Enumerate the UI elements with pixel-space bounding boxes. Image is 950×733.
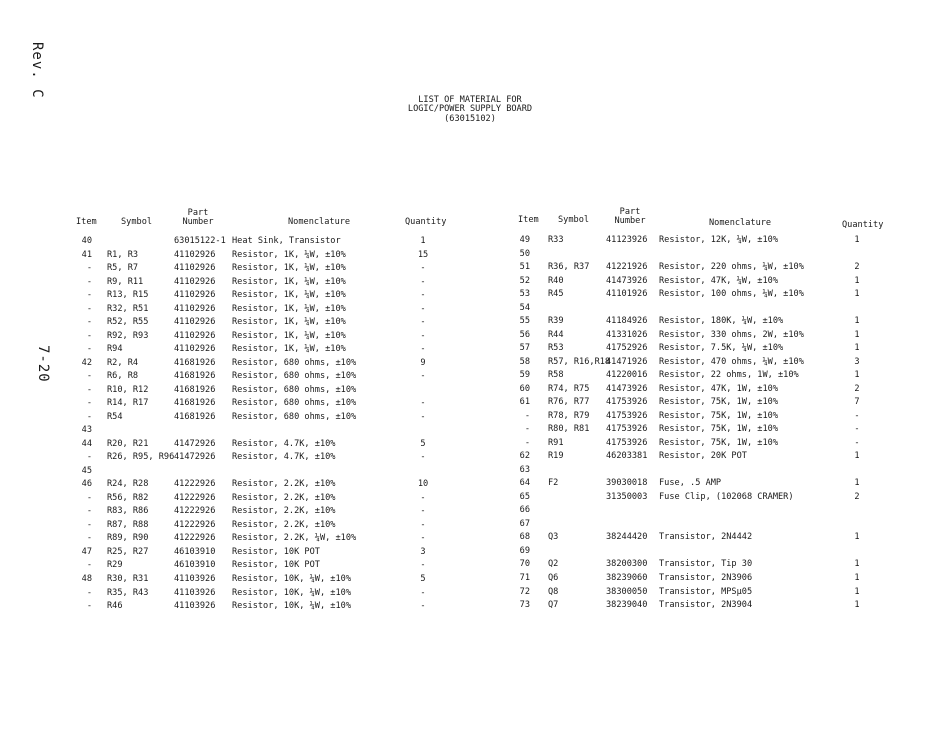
item-cell: 51	[519, 262, 530, 273]
part-number-cell: 41753926	[606, 437, 648, 448]
symbol-cell: R26, R95, R96	[107, 452, 175, 463]
part-number-cell: 38300050	[606, 586, 648, 597]
quantity-cell: 2	[854, 262, 860, 273]
part-number-cell: 41473926	[606, 383, 648, 394]
symbol-cell: R83, R86	[107, 506, 149, 517]
part-number-cell: 41102926	[174, 249, 216, 260]
table-row	[0, 410, 860, 425]
part-number-cell: 41102926	[174, 303, 216, 314]
item-cell: 70	[519, 559, 530, 570]
header-quantity: Quantity	[405, 217, 447, 227]
page-number: 7-20	[35, 345, 51, 383]
header-item: Item	[76, 217, 97, 227]
symbol-cell: R30, R31	[107, 574, 149, 584]
item-cell: -	[86, 303, 92, 314]
quantity-cell: 1	[854, 532, 860, 543]
nomenclature-cell: Transistor, MPSμ05	[659, 586, 753, 597]
item-cell: 65	[519, 491, 530, 502]
symbol-cell: R53	[548, 343, 564, 354]
table-row	[0, 424, 860, 438]
nomenclature-cell: Resistor, 220 ohms, ¼W, ±10%	[659, 262, 804, 273]
quantity-cell: -	[420, 411, 426, 422]
item-cell: -	[86, 519, 92, 530]
part-number-cell: 41681926	[174, 357, 216, 368]
nomenclature-cell: Resistor, 1K, ¼W, ±10%	[232, 317, 346, 328]
part-number-cell: 41101926	[606, 289, 648, 300]
quantity-cell: -	[420, 506, 426, 517]
nomenclature-cell: Resistor, 75K, 1W, ±10%	[659, 397, 778, 408]
table-row	[0, 383, 860, 398]
quantity-cell: -	[420, 533, 426, 544]
title-line: LIST OF MATERIAL FOR	[418, 95, 522, 105]
part-number-cell: 41681926	[174, 398, 216, 409]
part-number-cell: 41752926	[606, 343, 648, 354]
part-number-cell: 41103926	[174, 587, 216, 598]
symbol-cell: Q3	[548, 532, 559, 543]
quantity-cell: 5	[420, 438, 426, 449]
table-row	[0, 437, 860, 452]
nomenclature-cell: Resistor, 330 ohms, 2W, ±10%	[659, 329, 804, 340]
nomenclature-cell: Heat Sink, Transistor	[232, 236, 341, 246]
item-cell: 66	[519, 505, 530, 516]
table-row	[0, 505, 530, 519]
quantity-cell: -	[420, 601, 426, 612]
table-row	[0, 235, 860, 249]
part-number-cell: 41103926	[174, 574, 216, 584]
table-row	[0, 586, 860, 601]
part-number-cell: 41102926	[174, 344, 216, 355]
symbol-cell: R35, R43	[107, 587, 149, 598]
item-cell: -	[86, 601, 92, 612]
quantity-cell: 10	[417, 479, 429, 490]
quantity-cell: 1	[854, 451, 860, 462]
quantity-cell: 7	[854, 397, 860, 408]
symbol-cell: R2, R4	[107, 357, 139, 368]
symbol-cell: R54	[107, 411, 123, 422]
symbol-cell: R29	[107, 560, 123, 571]
table-row	[0, 397, 860, 411]
header-symbol: Symbol	[121, 217, 153, 227]
quantity-cell: -	[420, 290, 426, 301]
symbol-cell: R36, R37	[548, 262, 590, 273]
part-number-cell: 41222926	[174, 533, 216, 544]
nomenclature-cell: Resistor, 20K POT	[659, 451, 747, 462]
symbol-cell: R74, R75	[548, 383, 590, 394]
header-nomenclature: Nomenclature	[288, 217, 351, 227]
quantity-cell: 1	[854, 573, 860, 583]
nomenclature-cell: Resistor, 1K, ¼W, ±10%	[232, 344, 346, 355]
nomenclature-cell: Resistor, 4.7K, ±10%	[232, 438, 336, 449]
item-cell: 61	[519, 397, 530, 408]
symbol-cell: R24, R28	[107, 479, 149, 490]
table-row	[0, 275, 860, 290]
part-number-cell: 46103910	[174, 546, 216, 557]
item-cell: 64	[519, 478, 530, 489]
item-cell: -	[86, 276, 92, 287]
nomenclature-cell: Resistor, 680 ohms, ±10%	[232, 411, 357, 422]
quantity-cell: 1	[420, 236, 426, 246]
item-cell: 69	[519, 545, 530, 556]
title-line: LOGIC/POWER SUPPLY BOARD	[407, 104, 533, 115]
symbol-cell: Q8	[548, 586, 559, 597]
nomenclature-cell: Resistor, 1K, ¼W, ±10%	[232, 263, 346, 274]
part-number-cell: 41220016	[606, 370, 648, 381]
item-cell: 63	[519, 464, 530, 475]
table-row	[0, 356, 860, 371]
nomenclature-cell: Resistor, 47K, 1W, ±10%	[659, 383, 778, 394]
nomenclature-cell: Resistor, 10K, ¼W, ±10%	[232, 574, 351, 584]
symbol-cell: F2	[548, 478, 559, 489]
header-nomenclature: Nomenclature	[709, 218, 772, 228]
part-number-cell: 41472926	[174, 438, 216, 449]
header-quantity: Quantity	[842, 220, 884, 230]
item-cell: -	[86, 506, 92, 517]
nomenclature-cell: Resistor, 180K, ¼W, ±10%	[659, 316, 784, 327]
nomenclature-cell: Resistor, 75K, 1W, ±10%	[659, 424, 778, 435]
nomenclature-cell: Resistor, 75K, 1W, ±10%	[659, 437, 778, 448]
table-row	[0, 451, 860, 465]
symbol-cell: R52, R55	[107, 317, 149, 328]
symbol-cell: R14, R17	[107, 398, 149, 409]
quantity-cell: -	[420, 519, 426, 530]
item-cell: -	[86, 371, 92, 382]
part-number-cell: 41473926	[606, 275, 648, 286]
item-cell: 62	[519, 451, 530, 462]
quantity-cell: 1	[854, 289, 860, 300]
symbol-cell: R33	[548, 235, 564, 245]
quantity-cell: 9	[420, 357, 426, 368]
part-number-cell: 39030018	[606, 478, 648, 489]
item-cell: -	[86, 263, 92, 274]
symbol-cell: R56, R82	[107, 492, 149, 503]
header-symbol: Symbol	[558, 215, 590, 225]
nomenclature-cell: Resistor, 2.2K, ±10%	[232, 492, 336, 503]
part-number-cell: 41222926	[174, 519, 216, 530]
nomenclature-cell: Resistor, 680 ohms, ±10%	[232, 384, 357, 395]
nomenclature-cell: Fuse, .5 AMP	[659, 478, 722, 489]
item-cell: -	[524, 410, 530, 421]
part-number-cell: 41681926	[174, 411, 216, 422]
nomenclature-cell: Transistor, Tip 30	[659, 559, 753, 570]
symbol-cell: R5, R7	[107, 263, 139, 274]
symbol-cell: R46	[107, 601, 123, 612]
item-cell: -	[86, 533, 92, 544]
part-number-cell: 41102926	[174, 263, 216, 274]
symbol-cell: R78, R79	[548, 410, 590, 421]
symbol-cell: Q2	[548, 559, 559, 570]
nomenclature-cell: Resistor, 7.5K, ¼W, ±10%	[659, 343, 784, 354]
table-row	[0, 329, 860, 344]
item-cell: -	[86, 317, 92, 328]
symbol-cell: R58	[548, 370, 564, 381]
quantity-cell: 1	[854, 343, 860, 354]
item-cell: -	[86, 560, 92, 571]
symbol-cell: R20, R21	[107, 438, 149, 449]
part-number-cell: 41472926	[174, 452, 216, 463]
quantity-cell: 2	[854, 491, 860, 502]
symbol-cell: R92, R93	[107, 330, 149, 341]
quantity-cell: 3	[854, 356, 860, 367]
symbol-cell: R40	[548, 275, 564, 286]
symbol-cell: R89, R90	[107, 533, 149, 544]
symbol-cell: R44	[548, 329, 564, 340]
nomenclature-cell: Resistor, 10K POT	[232, 560, 320, 571]
nomenclature-cell: Resistor, 22 ohms, 1W, ±10%	[659, 370, 799, 381]
part-number-cell: 41222926	[174, 506, 216, 517]
quantity-cell: -	[420, 330, 426, 341]
header-item: Item	[518, 215, 539, 225]
quantity-cell: -	[854, 410, 860, 421]
quantity-cell: -	[420, 398, 426, 409]
item-cell: 45	[81, 465, 92, 476]
part-number-cell: 41681926	[174, 371, 216, 382]
quantity-cell: -	[420, 317, 426, 328]
table-row	[0, 559, 860, 573]
symbol-cell: R39	[548, 316, 564, 327]
item-cell: 53	[519, 289, 530, 300]
nomenclature-cell: Resistor, 680 ohms, ±10%	[232, 398, 357, 409]
table-row	[0, 573, 860, 587]
table-row	[0, 464, 530, 479]
symbol-cell: R1, R3	[107, 249, 139, 260]
quantity-cell: -	[420, 276, 426, 287]
part-number-cell: 63015122-1	[174, 236, 226, 246]
symbol-cell: R80, R81	[548, 424, 590, 435]
item-cell: 52	[519, 275, 530, 286]
item-cell: 43	[81, 425, 92, 436]
nomenclature-cell: Resistor, 10K POT	[232, 546, 320, 557]
symbol-cell: R9, R11	[107, 276, 144, 287]
item-cell: -	[86, 411, 92, 422]
quantity-cell: 1	[854, 329, 860, 340]
quantity-cell: 15	[417, 249, 429, 260]
part-number-cell: 38244420	[606, 532, 648, 543]
symbol-cell: R91	[548, 437, 564, 448]
nomenclature-cell: Resistor, 12K, ¼W, ±10%	[659, 235, 778, 245]
revision-label: Rev. C	[29, 42, 45, 99]
item-cell: 67	[519, 518, 530, 529]
part-number-cell: 38200300	[606, 559, 648, 570]
item-cell: -	[86, 384, 92, 395]
part-number-cell: 41123926	[606, 235, 648, 245]
table-row	[0, 289, 860, 303]
item-cell: -	[86, 587, 92, 598]
symbol-cell: R19	[548, 451, 564, 462]
item-cell: 56	[519, 329, 530, 340]
nomenclature-cell: Resistor, 1K, ¼W, ±10%	[232, 290, 346, 301]
item-cell: 42	[81, 357, 92, 368]
symbol-cell: R76, R77	[548, 397, 590, 408]
item-cell: -	[86, 492, 92, 503]
quantity-cell: 1	[854, 559, 860, 570]
table-row	[0, 302, 530, 317]
part-number-cell: 41331026	[606, 329, 648, 340]
nomenclature-cell: Resistor, 1K, ¼W, ±10%	[232, 303, 346, 314]
part-number-cell: 41102926	[174, 290, 216, 301]
part-number-cell: 41221926	[606, 262, 648, 273]
quantity-cell: 2	[854, 383, 860, 394]
quantity-cell: 1	[854, 478, 860, 489]
symbol-cell: R57, R16,R18	[548, 356, 611, 367]
nomenclature-cell: Resistor, 75K, 1W, ±10%	[659, 410, 778, 421]
part-number-cell: 46103910	[174, 560, 216, 571]
quantity-cell: 1	[854, 235, 860, 245]
part-number-cell: 41753926	[606, 410, 648, 421]
table-row	[0, 262, 860, 276]
nomenclature-cell: Transistor, 2N4442	[659, 532, 753, 543]
nomenclature-cell: Resistor, 4.7K, ±10%	[232, 452, 336, 463]
item-cell: 48	[81, 574, 92, 584]
symbol-cell: R87, R88	[107, 519, 149, 530]
item-cell: 54	[519, 302, 530, 313]
nomenclature-cell: Transistor, 2N3904	[659, 600, 753, 611]
item-cell: 49	[519, 235, 530, 245]
part-number-cell: 41102926	[174, 276, 216, 287]
symbol-cell: R13, R15	[107, 290, 149, 301]
quantity-cell: -	[420, 344, 426, 355]
table-row	[0, 491, 860, 506]
item-cell: 58	[519, 356, 530, 367]
header-part-number: Part Number	[614, 207, 646, 227]
table-row	[0, 248, 530, 263]
nomenclature-cell: Resistor, 100 ohms, ¼W, ±10%	[659, 289, 804, 300]
symbol-cell: Q7	[548, 600, 559, 611]
item-cell: 68	[519, 532, 530, 543]
item-cell: 55	[519, 316, 530, 327]
quantity-cell: 5	[420, 574, 426, 584]
table-row	[0, 600, 860, 614]
item-cell: -	[86, 452, 92, 463]
nomenclature-cell: Resistor, 10K, ¼W, ±10%	[232, 587, 351, 598]
quantity-cell: -	[420, 587, 426, 598]
table-row	[0, 518, 530, 533]
nomenclature-cell: Resistor, 1K, ¼W, ±10%	[232, 276, 346, 287]
table-row	[0, 316, 860, 330]
part-number-cell: 38239040	[606, 600, 648, 611]
item-cell: 73	[519, 600, 530, 611]
quantity-cell: -	[420, 371, 426, 382]
title-line: (63015102)	[444, 113, 496, 124]
symbol-cell: R94	[107, 344, 123, 355]
quantity-cell: -	[854, 424, 860, 435]
part-number-cell: 38239060	[606, 573, 648, 583]
nomenclature-cell: Resistor, 680 ohms, ±10%	[232, 371, 357, 382]
quantity-cell: -	[420, 303, 426, 314]
item-cell: 44	[81, 438, 92, 449]
item-cell: 47	[81, 546, 92, 557]
item-cell: -	[86, 398, 92, 409]
nomenclature-cell: Resistor, 10K, ¼W, ±10%	[232, 601, 351, 612]
part-number-cell: 41753926	[606, 424, 648, 435]
item-cell: 59	[519, 370, 530, 381]
item-cell: -	[86, 290, 92, 301]
symbol-cell: R32, R51	[107, 303, 149, 314]
item-cell: 57	[519, 343, 530, 354]
document-title	[350, 96, 590, 124]
nomenclature-cell: Resistor, 1K, ¼W, ±10%	[232, 249, 346, 260]
nomenclature-cell: Resistor, 470 ohms, ¼W, ±10%	[659, 356, 804, 367]
table-row	[0, 343, 860, 357]
table-row	[0, 370, 860, 384]
item-cell: 40	[81, 236, 92, 246]
nomenclature-cell: Resistor, 2.2K, ±10%	[232, 479, 336, 490]
symbol-cell: R10, R12	[107, 384, 149, 395]
table-row	[0, 532, 860, 546]
nomenclature-cell: Resistor, 2.2K, ¼W, ±10%	[232, 533, 357, 544]
item-cell: -	[86, 330, 92, 341]
nomenclature-cell: Resistor, 680 ohms, ±10%	[232, 357, 357, 368]
header-part-number: Part Number	[182, 208, 214, 228]
item-cell: -	[524, 437, 530, 448]
nomenclature-cell: Resistor, 2.2K, ±10%	[232, 506, 336, 517]
item-cell: 46	[81, 479, 92, 490]
nomenclature-cell: Resistor, 47K, ¼W, ±10%	[659, 275, 778, 286]
item-cell: -	[86, 344, 92, 355]
item-cell: -	[524, 424, 530, 435]
nomenclature-cell: Transistor, 2N3906	[659, 573, 753, 583]
item-cell: 41	[81, 249, 92, 260]
quantity-cell: 1	[854, 316, 860, 327]
part-number-cell: 41222926	[174, 479, 216, 490]
part-number-cell: 41471926	[606, 356, 648, 367]
part-number-cell: 41184926	[606, 316, 648, 327]
nomenclature-cell: Resistor, 1K, ¼W, ±10%	[232, 330, 346, 341]
table-row	[0, 478, 860, 492]
part-number-cell: 31350003	[606, 491, 648, 502]
item-cell: 60	[519, 383, 530, 394]
item-cell: 71	[519, 573, 530, 583]
quantity-cell: -	[420, 492, 426, 503]
item-cell: 50	[519, 248, 530, 259]
quantity-cell: -	[854, 437, 860, 448]
nomenclature-cell: Resistor, 2.2K, ±10%	[232, 519, 336, 530]
symbol-cell: R6, R8	[107, 371, 139, 382]
part-number-cell: 41222926	[174, 492, 216, 503]
quantity-cell: 1	[854, 275, 860, 286]
part-number-cell: 41681926	[174, 384, 216, 395]
quantity-cell: 1	[854, 370, 860, 381]
part-number-cell: 41103926	[174, 601, 216, 612]
part-number-cell: 41102926	[174, 330, 216, 341]
quantity-cell: 1	[854, 586, 860, 597]
item-cell: 72	[519, 586, 530, 597]
part-number-cell: 46203381	[606, 451, 648, 462]
symbol-cell: R45	[548, 289, 564, 300]
quantity-cell: -	[420, 263, 426, 274]
part-number-cell: 41753926	[606, 397, 648, 408]
quantity-cell: -	[420, 560, 426, 571]
symbol-cell: Q6	[548, 573, 559, 583]
quantity-cell: 1	[854, 600, 860, 611]
nomenclature-cell: Fuse Clip, (102068 CRAMER)	[659, 491, 794, 502]
table-row	[0, 545, 530, 560]
quantity-cell: 3	[420, 546, 426, 557]
symbol-cell: R25, R27	[107, 546, 149, 557]
quantity-cell: -	[420, 452, 426, 463]
part-number-cell: 41102926	[174, 317, 216, 328]
